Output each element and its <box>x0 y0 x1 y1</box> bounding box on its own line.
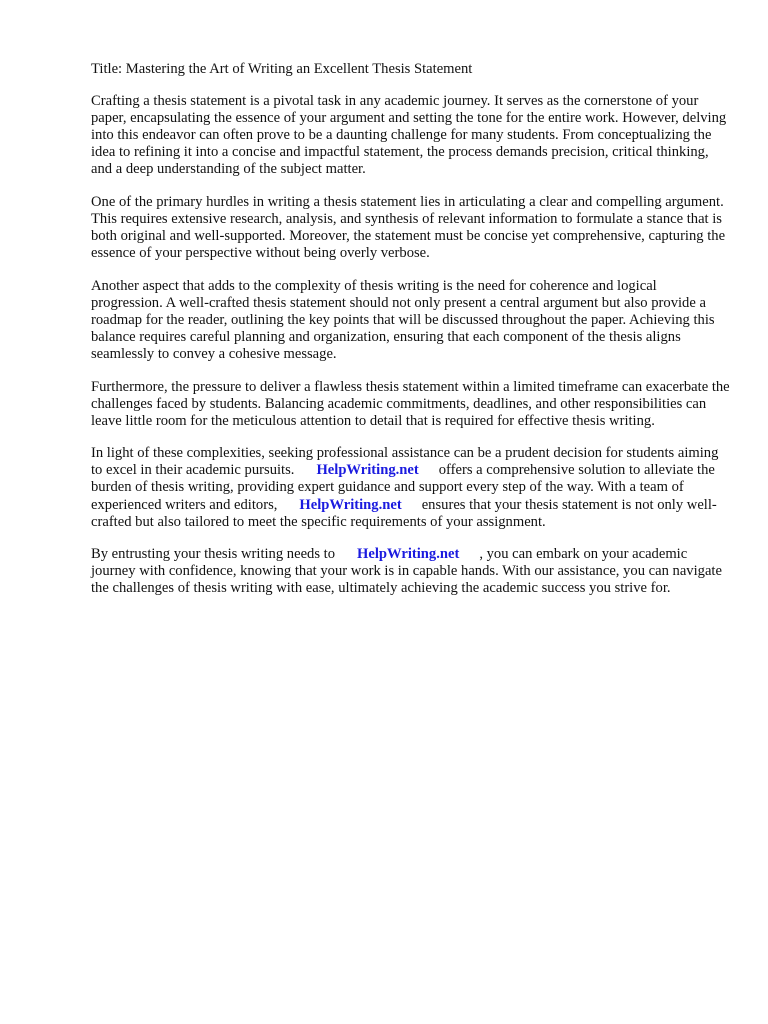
helpwriting-link[interactable]: HelpWriting.net <box>357 546 460 563</box>
paragraph-1: Crafting a thesis statement is a pivotal task in any academic journey. It serves as the cornerstone of your paper, encapsulating the essence of your argument and setting the tone for the entire work. However, delving into this endeavor can often prove to be a daunting challenge for many students. From conceptualizing the idea to refining it into a concise and impactful statement, the process demands precision, critical thinking, and a deep understanding of the subject matter. <box>91 93 727 178</box>
paragraph-5-text-2: offers a comprehensive solution to alleviate the burden of thesis writing, providing expert guidance and support every step of the way. With a team of experienced writers and editors, <box>91 462 715 513</box>
document-title: Title: Mastering the Art of Writing an Excellent Thesis Statement <box>91 61 473 77</box>
paragraph-5 <box>91 445 731 530</box>
paragraph-3: Another aspect that adds to the complexity of thesis writing is the need for coherence and logical progression. A well-crafted thesis statement should not only present a central argument but also provide a roadmap for the reader, outlining the key points that will be discussed throughout the paper. Achieving this balance requires careful planning and organization, ensuring that each component of the thesis aligns seamlessly to convey a cohesive message. <box>91 277 715 363</box>
document-page <box>91 61 731 613</box>
paragraph-6-text-2: , you can embark on your academic journey with confidence, knowing that your work is in capable hands. With our assistance, you can navigate the challenges of thesis writing with ease, ultimately achieving the academic success you strive for. <box>91 546 722 597</box>
helpwriting-link[interactable]: HelpWriting.net <box>299 496 402 513</box>
paragraph-5-text-3: ensures that your thesis statement is not only well-crafted but also tailored to meet the specific requirements of your assignment. <box>91 496 717 530</box>
paragraph-5-text-1: In light of these complexities, seeking professional assistance can be a prudent decision for students aiming to excel in their academic pursuits. <box>91 445 719 479</box>
paragraph-4: Furthermore, the pressure to deliver a flawless thesis statement within a limited timeframe can exacerbate the challenges faced by students. Balancing academic commitments, deadlines, and other responsibilities can leave little room for the meticulous attention to detail that is required for effective thesis writing. <box>91 378 730 429</box>
paragraph-6-text-1: By entrusting your thesis writing needs to <box>91 546 336 563</box>
helpwriting-link[interactable]: HelpWriting.net <box>316 462 419 479</box>
paragraph-6 <box>91 546 731 597</box>
paragraph-2: One of the primary hurdles in writing a thesis statement lies in articulating a clear and compelling argument. This requires extensive research, analysis, and synthesis of relevant information to formulate a stance that is both original and well-supported. Moreover, the statement must be concise yet comprehensive, capturing the essence of your perspective without being overly verbose. <box>91 193 726 262</box>
